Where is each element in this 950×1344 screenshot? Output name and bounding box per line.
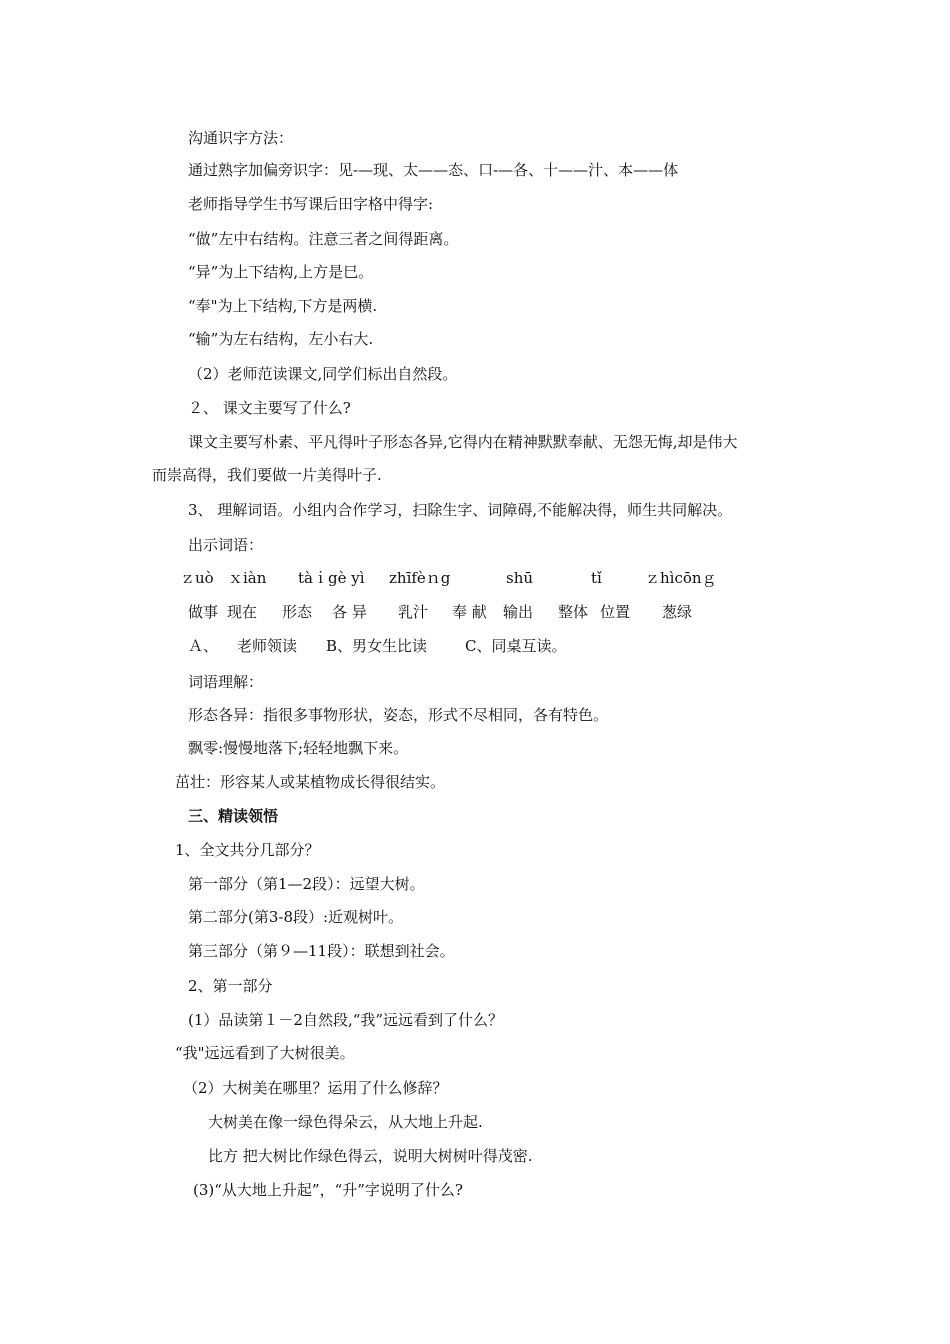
text-line-char-shu: “输”为左右结构，左小右大. xyxy=(188,330,374,348)
text-line-reading-paragraphs: (1）品读第１－2自然段,“我”远远看到了什么？ xyxy=(188,1011,504,1029)
text-line-parts-question: 1、全文共分几部分？ xyxy=(175,841,320,859)
pinyin-item: shū xyxy=(506,569,534,587)
text-line-tree-beauty-question: （2）大树美在哪里？运用了什么修辞？ xyxy=(183,1079,448,1097)
option-a-marker: Ａ、 xyxy=(188,637,219,655)
pinyin-item: zhīfèｎg xyxy=(389,569,451,587)
word-item: 现在 xyxy=(227,603,258,621)
text-line-metaphor: 比方 把大树比作绿色得云，说明大树树叶得茂密. xyxy=(208,1147,533,1165)
option-b-text: B、男女生比读 xyxy=(326,637,428,655)
pinyin-item: ｘiàn xyxy=(228,569,267,587)
pinyin-item: ｚhìcōnｇ xyxy=(645,569,717,587)
text-line-part-two: 第二部分(第3-8段）:近观树叶。 xyxy=(188,908,404,926)
text-line-meaning-piaoling: 飘零:慢慢地落下;轻轻地飘下来。 xyxy=(188,739,409,757)
word-item: 各 异 xyxy=(332,603,367,621)
word-item: 做事 xyxy=(188,603,219,621)
text-line-char-zuo: “做”左中右结构。注意三者之间得距离。 xyxy=(188,230,459,248)
word-item: 乳汁 xyxy=(398,603,429,621)
text-line-radicals: 通过熟字加偏旁识字：见-—现、太——态、口-—各、十——汁、本——体 xyxy=(188,161,679,179)
text-line-vocab-task: 3、 理解词语。小组内合作学习，扫除生字、词障碍,不能解决得，师生共同解决。 xyxy=(188,501,733,519)
text-line-writing-guide: 老师指导学生书写课后田字格中得字: xyxy=(188,195,434,213)
text-line-meaning-zhuozhuang: 茁壮：形容某人或某植物成长得很结实。 xyxy=(175,773,446,791)
text-line-saw-tree: “我"远远看到了大树很美。 xyxy=(175,1044,355,1062)
word-item: 形态 xyxy=(282,603,313,621)
pinyin-item: tàｉgè yì xyxy=(298,569,365,587)
text-line-main-content-answer: 课文主要写朴素、平凡得叶子形态各异,它得内在精神默默奉献、无怨无悔,却是伟大 xyxy=(188,433,738,451)
text-line-part-one: 第一部分（第1—2段）：远望大树。 xyxy=(188,875,425,893)
word-item: 位置 xyxy=(600,603,631,621)
word-item: 葱绿 xyxy=(662,603,693,621)
text-line-show-words: 出示词语： xyxy=(188,536,264,554)
text-line-char-yi: “异”为上下结构,上方是巳。 xyxy=(188,263,374,281)
text-line-part-three: 第三部分（第９—11段）：联想到社会。 xyxy=(188,942,455,960)
text-line-word-meaning-title: 词语理解： xyxy=(188,673,264,691)
word-item: 整体 xyxy=(558,603,589,621)
text-line-main-content-question: ２、 课文主要写了什么? xyxy=(188,399,351,417)
option-c-text: C、同桌互读。 xyxy=(465,637,567,655)
pinyin-item: ｚuò xyxy=(180,569,214,587)
text-line-rise-question: (3)“从大地上升起”，“升”字说明了什么? xyxy=(193,1181,463,1199)
text-line-main-content-answer-cont: 而崇高得，我们要做一片美得叶子. xyxy=(152,466,382,484)
text-line-teacher-reads: （2）老师范读课文,同学们标出自然段。 xyxy=(188,365,458,383)
option-a-text: 老师领读 xyxy=(237,637,298,655)
pinyin-item: tǐ xyxy=(591,569,602,587)
text-line-tree-beauty-answer: 大树美在像一绿色得朵云，从大地上升起. xyxy=(208,1113,483,1131)
word-item: 奉 献 xyxy=(452,603,487,621)
text-line-char-feng: “奉"为上下结构,下方是两横. xyxy=(188,297,378,315)
word-item: 输出 xyxy=(503,603,534,621)
text-line-method: 沟通识字方法： xyxy=(188,129,294,147)
section-heading-close-reading: 三、精读领悟 xyxy=(188,807,279,825)
text-line-first-part: 2、第一部分 xyxy=(188,977,273,995)
text-line-meaning-xingtai: 形态各异：指很多事物形状，姿态，形式不尽相同，各有特色。 xyxy=(188,706,609,724)
